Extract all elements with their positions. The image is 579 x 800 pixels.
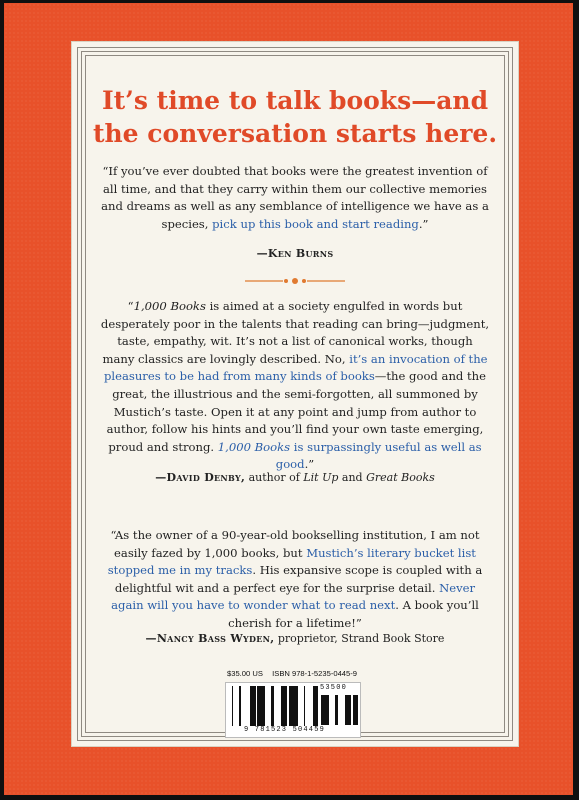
book-title: 1,000 Books (133, 299, 206, 313)
quote-highlight-1: it’s an invocation of the pleasures to be had from many kinds of books (103, 351, 488, 384)
book-back-cover (4, 3, 573, 795)
barcode-bar (262, 686, 263, 726)
attribution-role: author of (245, 471, 304, 484)
quote-text-1: “As the owner of a 90-year-old bookselling institution, I am not easily fazed by 1,000 books, but (110, 528, 480, 560)
quote-end: .” (304, 457, 315, 472)
quote-end: .” (418, 216, 429, 231)
barcode-bar (323, 695, 326, 725)
headline-line-1: It’s time to talk books—and (101, 86, 489, 115)
price: $35.00 US (227, 669, 263, 678)
quote-highlight-1: Mustich’s literary bucket list stopped me in my tracks (107, 545, 476, 578)
barcode-addon-bars (320, 695, 358, 725)
barcode-bar (316, 686, 317, 726)
quote-highlight-2: is surpassingly useful as well as good (275, 439, 482, 472)
barcode-bar (251, 686, 253, 726)
price-line (227, 668, 357, 680)
barcode-bar (293, 686, 295, 726)
barcode-bar (239, 686, 241, 726)
barcode-bar (232, 686, 233, 726)
attribution-name: —Nancy Bass Wyden, (145, 632, 275, 645)
blurb-panel (72, 42, 518, 746)
ornament-divider-icon (245, 276, 345, 286)
attribution-book-b: Great Books (366, 471, 435, 484)
barcode-bar (253, 686, 256, 726)
barcode-bar (295, 686, 298, 726)
quote-nancy-bass-wyden (100, 527, 490, 633)
barcode-bar (356, 695, 357, 725)
headline-line-2: the conversation starts here. (92, 119, 498, 148)
attribution-ken-burns (90, 247, 500, 260)
barcode-bar (353, 695, 356, 725)
barcode-bar (263, 686, 265, 726)
attribution-book-a: Lit Up (303, 471, 339, 484)
barcode-bar (326, 695, 327, 725)
barcode-bar (345, 695, 347, 725)
attribution-role: proprietor, Strand Book Store (274, 632, 445, 645)
barcode-bar (357, 695, 358, 725)
barcode-bar (347, 695, 350, 725)
quote-highlight: pick up this book and start reading (212, 216, 419, 231)
quote-highlight-2: Never again will you have to wonder what to read next (111, 580, 476, 613)
quote-text-2: . His expansive scope is coupled with a delightful wit and a perfect eye for the surprise detail. (114, 563, 483, 595)
barcode-bar (286, 686, 287, 726)
quote-text: “If you’ve ever doubted that books were the greatest invention of all time, and that they carry within them our collective memories and dreams as well as any semblance of intelligence we have as a species, (101, 164, 489, 231)
barcode-bar (292, 686, 293, 726)
barcode-bar (327, 695, 329, 725)
attribution-david-denby (90, 471, 500, 484)
barcode-bar (350, 695, 351, 725)
barcode-bar (317, 686, 318, 726)
barcode-bar (281, 686, 283, 726)
attribution-nancy-bass-wyden (90, 632, 500, 645)
barcode-number: 9 781523 504459 (244, 726, 326, 734)
attribution-and: and (338, 471, 367, 484)
barcode-bar (283, 686, 286, 726)
barcode-bar (257, 686, 259, 726)
barcode-bar (259, 686, 262, 726)
barcode-bar (250, 686, 251, 726)
barcode-bar (304, 686, 305, 726)
quote-highlight-2-title: 1,000 Books (217, 439, 291, 454)
attribution-name: —David Denby, (155, 471, 246, 484)
barcode-bar (313, 686, 316, 726)
barcode-addon-number: 53500 (320, 684, 348, 692)
isbn: ISBN 978-1-5235-0445-9 (272, 669, 357, 678)
barcode-bar (335, 695, 338, 725)
barcode-bar (289, 686, 292, 726)
quote-text-3: . A book you’ll cherish for a lifetime!” (228, 598, 479, 630)
barcode-bars (232, 686, 318, 726)
barcode-bar (271, 686, 274, 726)
quote-david-denby: “1,000 Books is aimed at a society engulfed in words but desperately poor in the talents that reading can bring—judgment, taste, empathy, wit. It’s not a list of canonical works, though many classics are lovingly described. No, it’s an invocation of the pleasures to be had from many kinds of books—the good and the great, the illustrious and the semi-forgotten, all summoned by Mustich’s taste. Open it at any point and jump from author to author, follow his hints and you’ll find your own taste emerging, proud and strong. 1,000 Books is surpassingly useful as well as good.” (100, 299, 490, 472)
quote-text-2: —the good and the great, the illustrious and the semi-forgotten, all summoned by Mustich’s taste. Open it at any point and jump from author to author, follow his hints and you’ll find your own taste emerging, proud and strong. (106, 369, 487, 454)
attribution-name: —Ken Burns (256, 247, 334, 260)
barcode-bar (321, 695, 323, 725)
quote-ken-burns (100, 163, 490, 233)
barcode (225, 682, 361, 738)
headline (90, 84, 500, 150)
quote-text-1: is aimed at a society engulfed in words but desperately poor in the talents that reading can bring—judgment, taste, empathy, wit. It’s not a list of canonical works, though many classics are lovingly described. No, (100, 299, 490, 366)
